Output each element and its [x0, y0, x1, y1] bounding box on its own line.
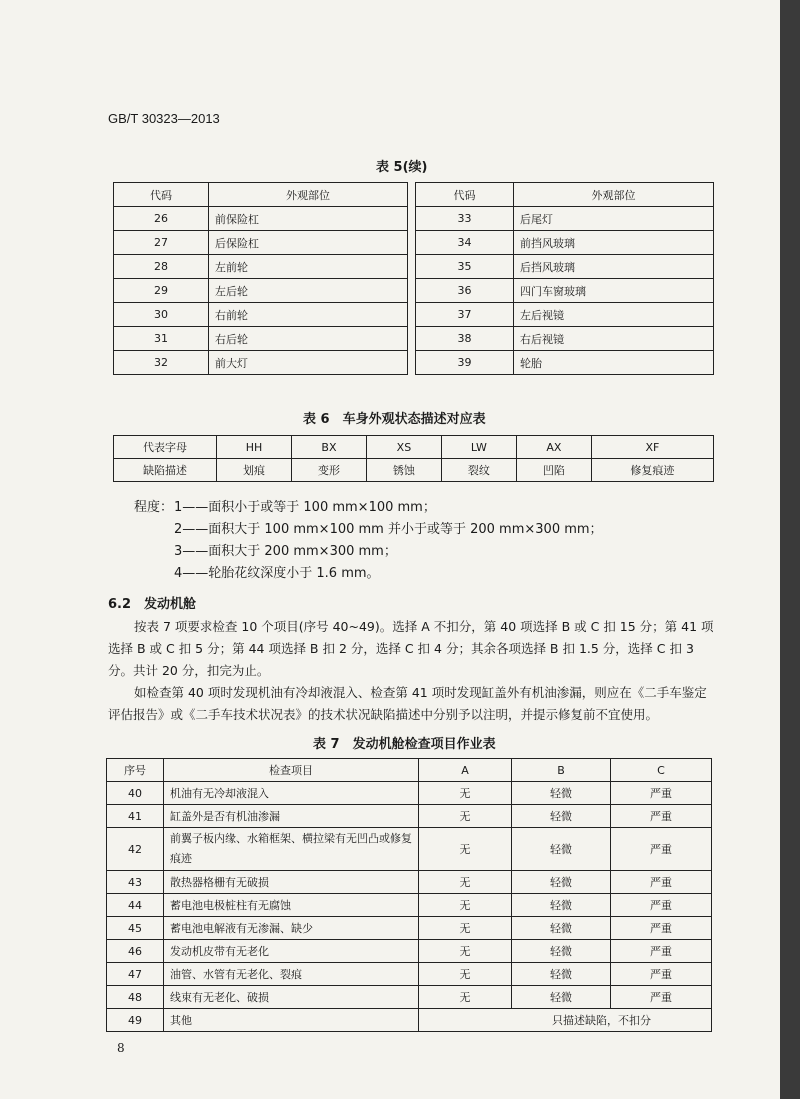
code-cell: 29: [114, 279, 209, 303]
code-cell: 26: [114, 207, 209, 231]
table-header-row: [114, 183, 408, 207]
option-c-cell: 严重: [611, 917, 712, 940]
paragraph-1: 按表 7 项要求检查 10 个项目(序号 40~49)。选择 A 不扣分，第 40 项选择 B 或 C 扣 15 分；第 41 项选择 B 或 C 扣 5 分；第 44 项选择 B 扣 2 分，选择 C 扣 4 分；其余各项选择 B 扣 1.5 分，选择 C 扣 3 分。共计 20 分，扣完为止。: [108, 619, 714, 678]
option-a-cell: 无: [419, 805, 512, 828]
letter-cell: AX: [516, 436, 591, 459]
table-row: [107, 1009, 712, 1032]
item-cell: 油管、水管有无老化、裂痕: [164, 963, 419, 986]
option-a-cell: 无: [419, 917, 512, 940]
table-row: [416, 351, 714, 375]
code-cell: 27: [114, 231, 209, 255]
note-cell: 只描述缺陷，不扣分: [419, 1009, 712, 1032]
code-cell: 34: [416, 231, 514, 255]
col-part-header: 外观部位: [209, 183, 408, 207]
part-cell: 后挡风玻璃: [514, 255, 714, 279]
description-cell: 锈蚀: [366, 459, 441, 482]
letter-cell: BX: [291, 436, 366, 459]
option-c-cell: 严重: [611, 871, 712, 894]
code-cell: 39: [416, 351, 514, 375]
page-number: 8: [117, 1041, 125, 1055]
code-cell: 37: [416, 303, 514, 327]
letter-cell: HH: [217, 436, 292, 459]
table-row: [114, 436, 714, 459]
part-cell: 左前轮: [209, 255, 408, 279]
option-a-cell: 无: [419, 782, 512, 805]
no-cell: 48: [107, 986, 164, 1009]
degree-item: 1——面积小于或等于 100 mm×100 mm；: [174, 500, 436, 515]
no-cell: 47: [107, 963, 164, 986]
table-row: [114, 303, 408, 327]
no-cell: 49: [107, 1009, 164, 1032]
part-cell: 前挡风玻璃: [514, 231, 714, 255]
description-cell: 变形: [291, 459, 366, 482]
no-cell: 40: [107, 782, 164, 805]
table-row: [114, 459, 714, 482]
table-row: [107, 828, 712, 871]
col-part-header: 外观部位: [514, 183, 714, 207]
code-cell: 31: [114, 327, 209, 351]
table-row: [107, 782, 712, 805]
no-cell: 46: [107, 940, 164, 963]
code-cell: 32: [114, 351, 209, 375]
option-c-cell: 严重: [611, 828, 712, 871]
item-cell: 前翼子板内缘、水箱框架、横拉梁有无凹凸或修复痕迹: [164, 828, 419, 871]
no-cell: 41: [107, 805, 164, 828]
item-cell: 其他: [164, 1009, 419, 1032]
table-row: [416, 255, 714, 279]
table5-caption: 表 5(续): [376, 160, 428, 175]
option-c-cell: 严重: [611, 986, 712, 1009]
table5-left: [113, 182, 408, 375]
part-cell: 左后视镜: [514, 303, 714, 327]
table-header-row: [416, 183, 714, 207]
col-code-header: 代码: [114, 183, 209, 207]
part-cell: 右后轮: [209, 327, 408, 351]
col-no-header: 序号: [107, 759, 164, 782]
no-cell: 42: [107, 828, 164, 871]
scan-edge: [780, 0, 800, 1099]
item-cell: 散热器格栅有无破损: [164, 871, 419, 894]
option-c-cell: 严重: [611, 940, 712, 963]
section-title: 6.2 发动机舱: [108, 597, 197, 612]
table-row: [416, 303, 714, 327]
col-item-header: 检查项目: [164, 759, 419, 782]
item-cell: 发动机皮带有无老化: [164, 940, 419, 963]
item-cell: 蓄电池电解液有无渗漏、缺少: [164, 917, 419, 940]
degree-item: 4——轮胎花纹深度小于 1.6 mm。: [174, 566, 380, 581]
letter-cell: LW: [441, 436, 516, 459]
table6: [113, 435, 714, 482]
option-b-cell: 轻微: [512, 894, 611, 917]
col-a-header: A: [419, 759, 512, 782]
part-cell: 后尾灯: [514, 207, 714, 231]
description-cell: 裂纹: [441, 459, 516, 482]
table-row: [107, 805, 712, 828]
part-cell: 四门车窗玻璃: [514, 279, 714, 303]
table7: [106, 758, 712, 1032]
code-cell: 38: [416, 327, 514, 351]
option-c-cell: 严重: [611, 805, 712, 828]
part-cell: 轮胎: [514, 351, 714, 375]
option-a-cell: 无: [419, 963, 512, 986]
degree-item: 3——面积大于 200 mm×300 mm；: [174, 544, 397, 559]
table-row: [107, 871, 712, 894]
option-c-cell: 严重: [611, 963, 712, 986]
description-cell: 划痕: [217, 459, 292, 482]
table-row: [416, 327, 714, 351]
code-cell: 36: [416, 279, 514, 303]
table-row: [416, 279, 714, 303]
table-row: [114, 255, 408, 279]
no-cell: 43: [107, 871, 164, 894]
part-cell: 前大灯: [209, 351, 408, 375]
code-cell: 33: [416, 207, 514, 231]
option-a-cell: 无: [419, 986, 512, 1009]
option-a-cell: 无: [419, 894, 512, 917]
option-b-cell: 轻微: [512, 940, 611, 963]
table6-caption: 表 6 车身外观状态描述对应表: [303, 412, 486, 427]
item-cell: 蓄电池电极桩柱有无腐蚀: [164, 894, 419, 917]
table-row: [107, 940, 712, 963]
item-cell: 机油有无冷却液混入: [164, 782, 419, 805]
option-a-cell: 无: [419, 871, 512, 894]
option-a-cell: 无: [419, 828, 512, 871]
part-cell: 右前轮: [209, 303, 408, 327]
description-cell: 凹陷: [516, 459, 591, 482]
table-header-row: [107, 759, 712, 782]
option-b-cell: 轻微: [512, 871, 611, 894]
table-row: [114, 207, 408, 231]
col-c-header: C: [611, 759, 712, 782]
item-cell: 缸盖外是否有机油渗漏: [164, 805, 419, 828]
standard-number: GB/T 30323—2013: [108, 111, 220, 126]
paragraph-2: 如检查第 40 项时发现机油有冷却液混入、检查第 41 项时发现缸盖外有机油渗漏，则应在《二手车鉴定评估报告》或《二手车技术状况表》的技术状况缺陷描述中分别予以注明，并提示修复前不宜使用。: [108, 685, 707, 722]
code-cell: 35: [416, 255, 514, 279]
table-row: [416, 231, 714, 255]
item-cell: 线束有无老化、破损: [164, 986, 419, 1009]
table-row: [114, 279, 408, 303]
part-cell: 右后视镜: [514, 327, 714, 351]
table5-right: [415, 182, 714, 375]
table7-caption: 表 7 发动机舱检查项目作业表: [313, 737, 496, 752]
row-label: 代表字母: [114, 436, 217, 459]
no-cell: 44: [107, 894, 164, 917]
code-cell: 28: [114, 255, 209, 279]
part-cell: 左后轮: [209, 279, 408, 303]
degree-label: 程度：: [134, 500, 174, 515]
option-b-cell: 轻微: [512, 963, 611, 986]
table-row: [114, 351, 408, 375]
row-label: 缺陷描述: [114, 459, 217, 482]
option-b-cell: 轻微: [512, 917, 611, 940]
col-b-header: B: [512, 759, 611, 782]
option-c-cell: 严重: [611, 782, 712, 805]
part-cell: 后保险杠: [209, 231, 408, 255]
option-b-cell: 轻微: [512, 828, 611, 871]
table-row: [114, 231, 408, 255]
letter-cell: XS: [366, 436, 441, 459]
option-c-cell: 严重: [611, 894, 712, 917]
description-cell: 修复痕迹: [591, 459, 713, 482]
option-b-cell: 轻微: [512, 805, 611, 828]
table-row: [416, 207, 714, 231]
table-row: [107, 963, 712, 986]
col-code-header: 代码: [416, 183, 514, 207]
table-row: [107, 894, 712, 917]
part-cell: 前保险杠: [209, 207, 408, 231]
degree-item: 2——面积大于 100 mm×100 mm 并小于或等于 200 mm×300 mm；: [174, 522, 603, 537]
option-a-cell: 无: [419, 940, 512, 963]
letter-cell: XF: [591, 436, 713, 459]
option-b-cell: 轻微: [512, 986, 611, 1009]
no-cell: 45: [107, 917, 164, 940]
table-row: [114, 327, 408, 351]
code-cell: 30: [114, 303, 209, 327]
table-row: [107, 917, 712, 940]
table-row: [107, 986, 712, 1009]
option-b-cell: 轻微: [512, 782, 611, 805]
